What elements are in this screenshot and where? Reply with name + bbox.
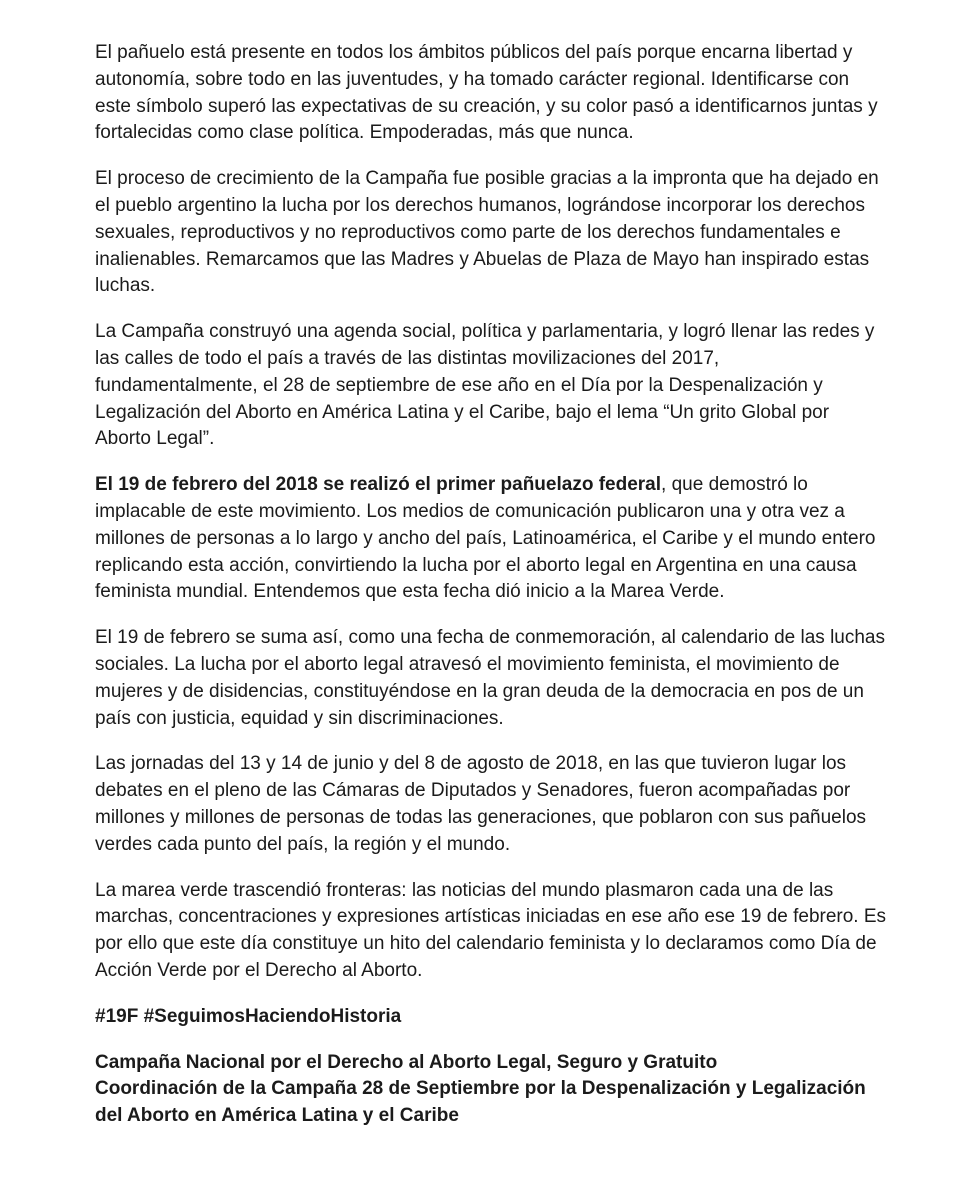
document-page: [95, 40, 887, 1149]
hashtags-line: #19F #SeguimosHaciendoHistoria: [95, 1005, 402, 1027]
panuelazo-rest: , que demostró lo implacable de este movimiento. Los medios de comunicación publicaron una y otra vez a millones de personas a lo largo y ancho del país, Latinoamérica, el Caribe y el mundo entero replicando esta acción, convirtiendo la lucha por el aborto legal en Argentina en una causa feminista mundial. Entendemos que esta fecha dió inicio a la Marea Verde.: [95, 474, 876, 603]
paragraph-panuelo-simbolo: El pañuelo está presente en todos los ámbitos públicos del país porque encarna libertad y autonomía, sobre todo en las juventudes, y ha tomado carácter regional. Identificarse con este símbolo superó las expectativas de su creación, y su color pasó a identificarnos juntas y fortalecidas como clase política. Empoderadas, más que nunca.: [95, 42, 878, 144]
paragraph-agenda-social: La Campaña construyó una agenda social, política y parlamentaria, y logró llenar las redes y las calles de todo el país a través de las distintas movilizaciones del 2017, fundamentalmente, el 28 de septiembre de ese año en el Día por la Despenalización y Legalización del Aborto en América Latina y el Caribe, bajo el lema “Un grito Global por Aborto Legal”.: [95, 321, 875, 450]
signature-block: [95, 1050, 887, 1130]
panuelazo-bold-lead: El 19 de febrero del 2018 se realizó el primer pañuelazo federal: [95, 474, 662, 496]
paragraph-proceso-crecimiento: El proceso de crecimiento de la Campaña fue posible gracias a la impronta que ha dejado en el pueblo argentino la lucha por los derechos humanos, lográndose incorporar los derechos sexuales, reproductivos y no reproductivos como parte de los derechos fundamentales e inalienables. Remarcamos que las Madres y Abuelas de Plaza de Mayo han inspirado estas luchas.: [95, 168, 879, 297]
paragraph-jornadas-debates: Las jornadas del 13 y 14 de junio y del 8 de agosto de 2018, en las que tuvieron lugar los debates en el pleno de las Cámaras de Diputados y Senadores, fueron acompañadas por millones y millones de personas de todas las generaciones, que poblaron con sus pañuelos verdes cada punto del país, la región y el mundo.: [95, 753, 867, 855]
signature-coordinacion-28s: Coordinación de la Campaña 28 de Septiembre por la Despenalización y Legalización del Aborto en América Latina y el Caribe: [95, 1078, 866, 1127]
paragraph-marea-verde-fronteras: La marea verde trascendió fronteras: las noticias del mundo plasmaron cada una de las marchas, concentraciones y expresiones artísticas iniciadas en ese año ese 19 de febrero. Es por ello que este día constituye un hito del calendario feminista y lo declaramos como Día de Acción Verde por el Derecho al Aborto.: [95, 879, 887, 981]
paragraph-panuelazo-federal: [95, 472, 887, 606]
paragraph-conmemoracion: El 19 de febrero se suma así, como una fecha de conmemoración, al calendario de las luchas sociales. La lucha por el aborto legal atravesó el movimiento feminista, el movimiento de mujeres y de disidencias, constituyéndose en la gran deuda de la democracia en pos de un país con justicia, equidad y sin discriminaciones.: [95, 627, 886, 729]
signature-campania-nacional: Campaña Nacional por el Derecho al Aborto Legal, Seguro y Gratuito: [95, 1051, 718, 1073]
